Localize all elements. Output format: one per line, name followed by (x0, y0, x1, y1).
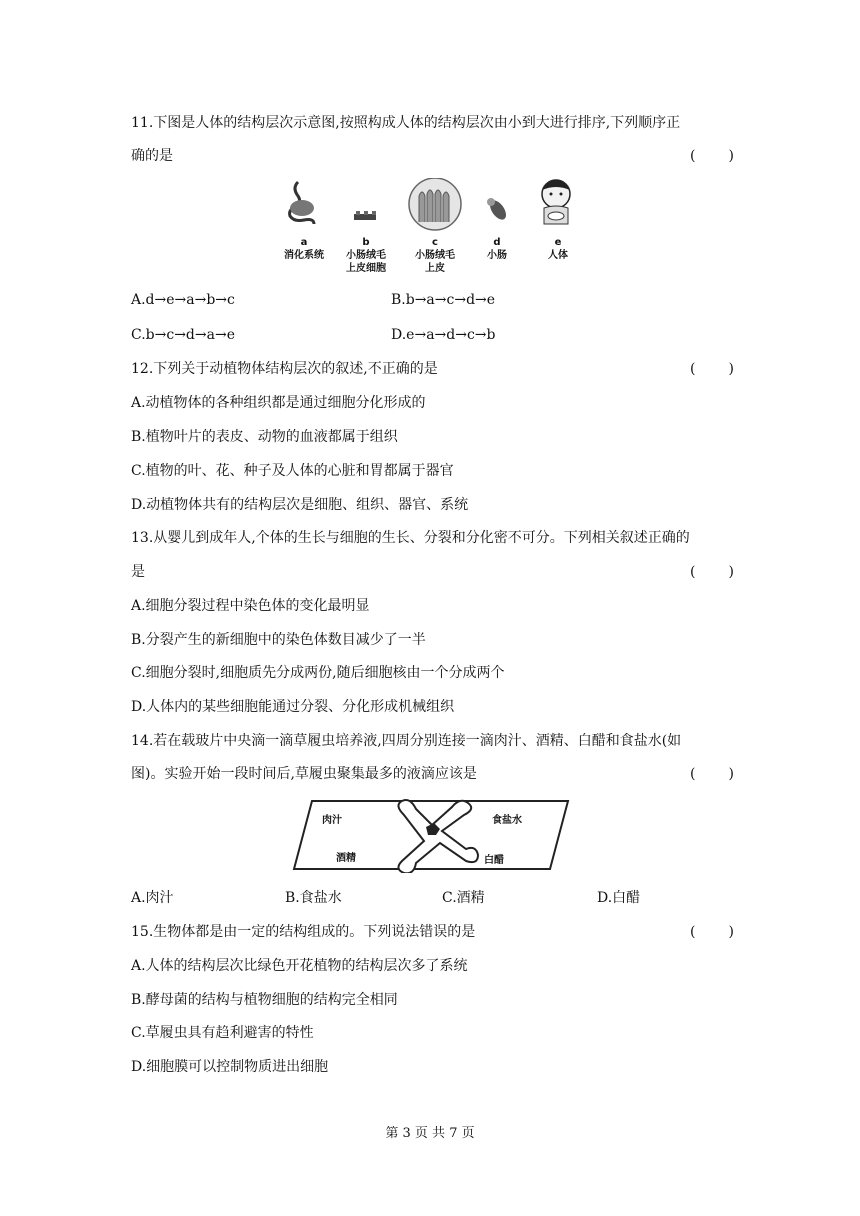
q11-option-a: A.d→e→a→b→c (131, 292, 235, 308)
liquid-channels (398, 800, 478, 873)
figure-item-a: a 消化系统 (284, 237, 324, 261)
figure-item-b: b 小肠绒毛 上皮细胞 (346, 237, 386, 274)
q13-option-d: D.人体内的某些细胞能通过分裂、分化形成机械组织 (131, 699, 455, 715)
q12-option-b: B.植物叶片的表皮、动物的血液都属于组织 (131, 429, 398, 445)
q14-stem-line2: 图)。实验开始一段时间后,草履虫聚集最多的液滴应该是 (131, 766, 477, 782)
figure-item-e: e 人体 (548, 237, 568, 261)
q14-option-d: D.白醋 (597, 890, 641, 906)
label-meat-juice: 肉汁 (322, 815, 342, 826)
human-body-icon (542, 180, 570, 224)
villus-epithelium-icon (409, 178, 461, 230)
q11-option-b: B.b→a→c→d→e (391, 292, 496, 308)
q15-option-b: B.酵母菌的结构与植物细胞的结构完全相同 (131, 992, 398, 1008)
q11-stem-line2: 确的是 (131, 148, 173, 164)
q13-option-a: A.细胞分裂过程中染色体的变化最明显 (131, 598, 370, 614)
q14-option-a: A.肉汁 (131, 890, 174, 906)
q15-answer-paren: ( ) (690, 924, 734, 940)
q14-stem-line1: 14.若在载玻片中央滴一滴草履虫培养液,四周分别连接一滴肉汁、酒精、白醋和食盐水(如 (131, 733, 682, 749)
q11-stem-line1: 11.下图是人体的结构层次示意图,按照构成人体的结构层次由小到大进行排序,下列顺序正 (131, 115, 681, 131)
digestive-system-icon (290, 182, 314, 224)
q14-answer-paren: ( ) (690, 766, 734, 782)
label-vinegar: 白醋 (484, 855, 504, 866)
q12-stem: 12.下列关于动植物体结构层次的叙述,不正确的是 (131, 361, 438, 377)
label-salt-water: 食盐水 (492, 815, 522, 826)
slide-experiment-figure (292, 797, 570, 873)
q12-option-d: D.动植物体共有的结构层次是细胞、组织、器官、系统 (131, 497, 469, 513)
q12-option-a: A.动植物体的各种组织都是通过细胞分化形成的 (131, 395, 426, 411)
q12-option-c: C.植物的叶、花、种子及人体的心脏和胃都属于器官 (131, 463, 454, 479)
figure-item-d: d 小肠 (487, 237, 507, 261)
small-intestine-icon (487, 198, 509, 223)
figure-item-c: c 小肠绒毛 上皮 (415, 237, 455, 274)
q13-stem-line1: 13.从婴儿到成年人,个体的生长与细胞的生长、分裂和分化密不可分。下列相关叙述正确的 (131, 530, 690, 546)
q11-option-d: D.e→a→d→c→b (391, 327, 496, 343)
q14-option-c: C.酒精 (442, 890, 485, 906)
body-structure-figure (276, 178, 586, 274)
q15-stem: 15.生物体都是由一定的结构组成的。下列说法错误的是 (131, 924, 476, 940)
slide-diagram (292, 797, 570, 873)
page-number: 第 3 页 共 7 页 (385, 1126, 475, 1141)
q14-option-b: B.食盐水 (285, 890, 342, 906)
q13-stem-line2: 是 (131, 564, 145, 580)
q13-option-b: B.分裂产生的新细胞中的染色体数目减少了一半 (131, 632, 426, 648)
epithelial-cells-icon (354, 211, 376, 220)
q15-option-a: A.人体的结构层次比绿色开花植物的结构层次多了系统 (131, 958, 468, 974)
q15-option-c: C.草履虫具有趋利避害的特性 (131, 1025, 314, 1041)
q13-option-c: C.细胞分裂时,细胞质先分成两份,随后细胞核由一个分成两个 (131, 665, 505, 681)
q12-answer-paren: ( ) (690, 361, 734, 377)
q11-answer-paren: ( ) (690, 148, 734, 164)
label-alcohol: 酒精 (336, 853, 356, 864)
q15-option-d: D.细胞膜可以控制物质进出细胞 (131, 1059, 329, 1075)
q13-answer-paren: ( ) (690, 564, 734, 580)
q11-option-c: C.b→c→d→a→e (131, 327, 235, 343)
